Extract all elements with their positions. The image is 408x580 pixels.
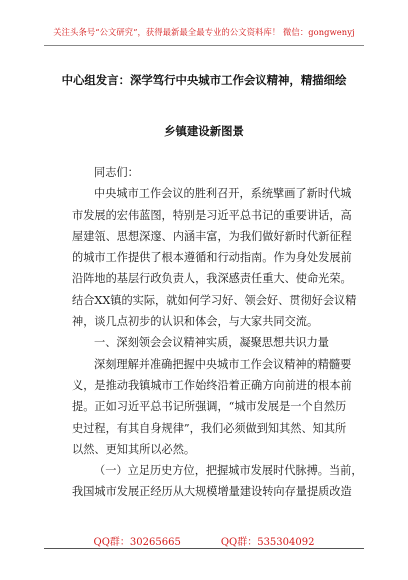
header-divider (44, 45, 364, 46)
body-line: 同志们： (94, 166, 139, 179)
footer-qq-group-2: QQ群：535304092 (220, 537, 315, 548)
body-line: 以然、更知其所以必然。 (72, 442, 196, 456)
body-line: 的城市工作提供了根本遵循和行动指南。作为身处发展前 (72, 251, 352, 265)
body-line: 中央城市工作会议的胜利召开，系统擘画了新时代城 (94, 187, 352, 201)
document-title-line-2: 乡镇建设新图景 (164, 124, 244, 138)
header-promo-note: 关注头条号“公文研究”，获得最新最全最专业的公文资料库！ 微信：gongwenyj (53, 27, 355, 37)
footer-divider (44, 548, 364, 549)
body-line: 结合XX镇的实际，就如何学习好、领会好、贯彻好会议精 (72, 293, 357, 307)
body-line: 屋建瓴、思想深邃、内涵丰富，为我们做好新时代新征程 (72, 229, 352, 243)
document-title-line-1: 中心组发言：深学笃行中央城市工作会议精神，精描细绘 (61, 73, 347, 87)
body-line: 沿阵地的基层行政负责人，我深感责任重大、使命光荣。 (72, 272, 352, 286)
body-line: （一）立足历史方位，把握城市发展时代脉搏。当前， (94, 464, 363, 478)
body-line: 提。正如习近平总书记所强调，“城市发展是一个自然历 (72, 400, 347, 414)
body-line: 市发展的宏伟蓝图，特别是习近平总书记的重要讲话，高 (72, 208, 352, 222)
body-line: 神，谈几点初步的认识和体会，与大家共同交流。 (72, 315, 319, 329)
body-line: 一、深刻领会会议精神实质，凝聚思想共识力量 (94, 336, 329, 350)
footer-contact (0, 533, 408, 548)
document-body (72, 162, 363, 503)
body-line: 我国城市发展正经历从大规模增量建设转向存量提质改造 (72, 485, 352, 499)
body-line: 史过程，有其自身规律”，我们必须做到知其然、知其所 (72, 421, 347, 435)
footer-qq-group-1: QQ群：30265665 (93, 537, 181, 548)
body-line: 义，是推动我镇城市工作始终沿着正确方向前进的根本前 (72, 378, 352, 392)
body-line: 深刻理解并准确把握中央城市工作会议精神的精髓要 (94, 357, 352, 371)
